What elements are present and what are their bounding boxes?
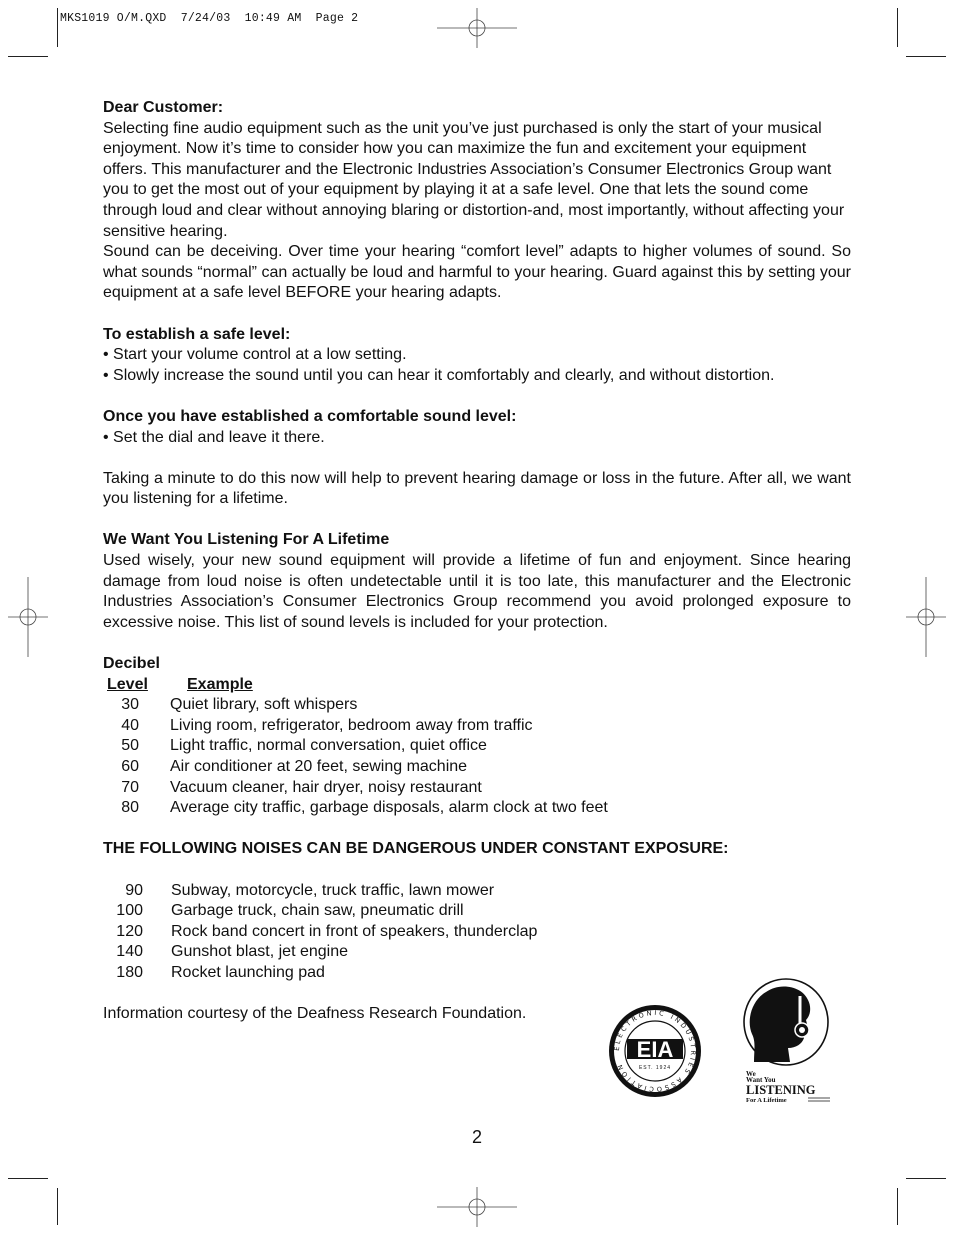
document-body [103, 98, 851, 1025]
listening-logo-line3: LISTENING [746, 1083, 816, 1097]
example-value: Rocket launching pad [171, 963, 325, 981]
table-row [103, 716, 851, 737]
table-row [103, 798, 851, 819]
intro-paragraph-2: Sound can be deceiving. Over time your hearing “comfort level” adapts to higher volumes of sound. So what sounds “normal” can actually be loud and harmful to your hearing. Guard against this by setting your equipment at a safe level BEFORE your hearing adapts. [103, 243, 851, 302]
table-row [103, 922, 851, 943]
column-example: Example [187, 675, 253, 693]
eia-ring-text: ELECTRONIC INDUSTRIES ASSOCIATION [612, 1008, 698, 1094]
example-value: Subway, motorcycle, truck traffic, lawn mower [171, 881, 495, 899]
lifetime-paragraph: Used wisely, your new sound equipment will provide a lifetime of fun and enjoyment. Since hearing damage from loud noise is often undetectable until it is too late, this manufacturer and the Electronic Industries Association’s Consumer Electronics Group recommend you avoid prolonged exposure to excessive noise. This list of sound levels is included for your protection. [103, 552, 851, 631]
level-value: 70 [121, 778, 139, 796]
example-value: Average city traffic, garbage disposals, alarm clock at two feet [170, 799, 608, 817]
table-row [103, 695, 851, 716]
level-value: 40 [121, 716, 139, 734]
eia-logo [607, 1003, 703, 1099]
listening-logo-line1: We [746, 1070, 756, 1078]
example-value: Light traffic, normal conversation, quiet office [170, 737, 487, 755]
registration-mark-right [906, 577, 946, 657]
eia-letters: EIA [636, 1037, 674, 1062]
level-value: 60 [121, 758, 139, 775]
comfortable-item: • Set the dial and leave it there. [103, 428, 325, 446]
level-value: 90 [125, 881, 143, 899]
example-value: Rock band concert in front of speakers, thunderclap [171, 922, 538, 940]
registration-mark-bottom [437, 1187, 517, 1227]
example-value: Gunshot blast, jet engine [171, 943, 349, 961]
table-row [103, 901, 851, 922]
comfortable-heading: Once you have established a comfortable sound level: [103, 407, 517, 425]
table-row [103, 757, 851, 778]
column-level: Level [107, 675, 148, 693]
example-value: Garbage truck, chain saw, pneumatic drill [171, 902, 464, 920]
registration-mark-top [437, 8, 517, 48]
danger-heading: THE FOLLOWING NOISES CAN BE DANGEROUS UNDER CONSTANT EXPOSURE: [103, 840, 729, 858]
example-value: Quiet library, soft whispers [170, 696, 358, 714]
level-value: 80 [121, 799, 139, 817]
registration-mark-left [8, 577, 48, 657]
level-value: 180 [116, 963, 143, 981]
print-header: MKS1019 O/M.QXD 7/24/03 10:49 AM Page 2 [60, 12, 359, 25]
table-row [103, 778, 851, 799]
level-value: 140 [116, 943, 143, 961]
greeting: Dear Customer: [103, 99, 224, 116]
intro-paragraph-1: Selecting fine audio equipment such as the unit you’ve just purchased is only the start of your musical enjoyment. Now it’s time to consider how you can maximize the fun and excitement your equipment offers. This manufacturer and the Electronic Industries Association’s Consumer Electronics Group want you to get the most out of your equipment by playing it at a safe level. One that lets the sound come through loud and clear without annoying blaring or distortion-and, most importantly, without affecting your sensitive hearing. [103, 119, 845, 240]
listening-logo-line2: Want You [746, 1076, 776, 1084]
page-number: 2 [471, 1127, 482, 1147]
listening-logo-line4: For A Lifetime [746, 1097, 787, 1104]
decibel-title: Decibel [103, 655, 160, 673]
decibel-table-header [103, 675, 851, 696]
safe-level-heading: To establish a safe level: [103, 325, 291, 343]
level-value: 50 [121, 737, 139, 755]
lifetime-heading: We Want You Listening For A Lifetime [103, 531, 390, 549]
listening-logo [736, 978, 832, 1106]
example-value: Living room, refrigerator, bedroom away from traffic [170, 716, 533, 734]
table-row [103, 942, 851, 963]
level-value: 100 [116, 902, 143, 920]
table-row [103, 736, 851, 757]
level-value: 120 [116, 922, 143, 940]
taking-minute-paragraph: Taking a minute to do this now will help to prevent hearing damage or loss in the future. After all, we want you listening for a lifetime. [103, 469, 851, 508]
safe-level-item: • Slowly increase the sound until you can hear it comfortably and clearly, and without distortion. [103, 366, 775, 384]
courtesy-note: Information courtesy of the Deafness Research Foundation. [103, 1005, 527, 1023]
eia-est: EST. 1924 [638, 1065, 672, 1071]
table-row [103, 881, 851, 902]
level-value: 30 [121, 696, 139, 714]
example-value: Vacuum cleaner, hair dryer, noisy restaurant [170, 778, 482, 796]
example-value: Air conditioner at 20 feet, sewing machine [170, 758, 468, 775]
safe-level-item: • Start your volume control at a low setting. [103, 346, 407, 364]
